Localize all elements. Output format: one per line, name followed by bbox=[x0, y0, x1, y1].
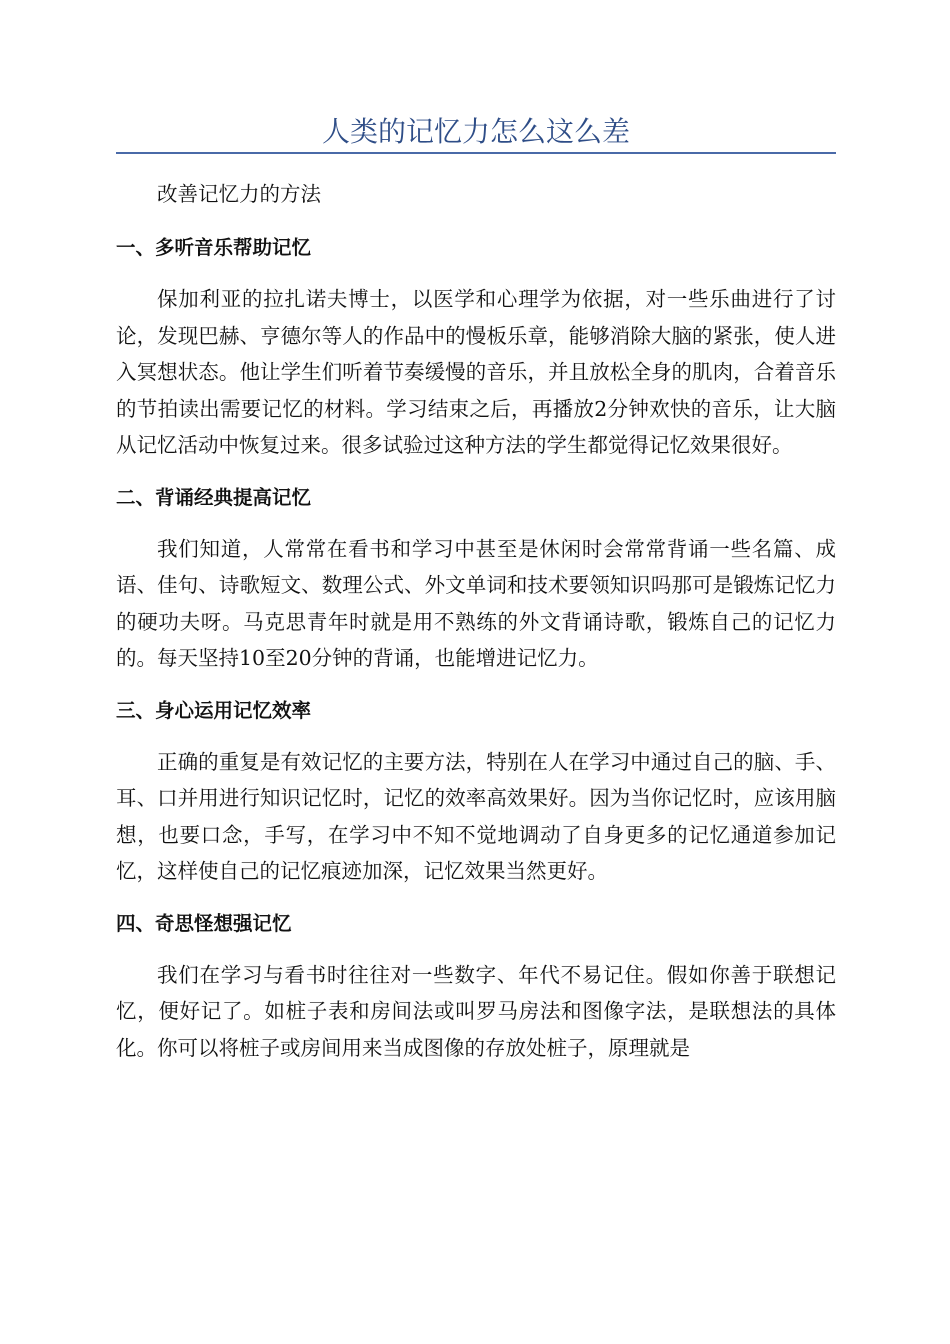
section-paragraph: 我们在学习与看书时往往对一些数字、年代不易记住。假如你善于联想记忆，便好记了。如桩子表和房间法或叫罗马房法和图像字法，是联想法的具体化。你可以将桩子或房间用来当成图像的存放处桩子，原理就是 bbox=[116, 962, 836, 1060]
section-heading: 四、奇思怪想强记忆 bbox=[116, 911, 292, 935]
section-paragraph: 我们知道，人常常在看书和学习中甚至是休闲时会常常背诵一些名篇、成语、佳句、诗歌短文、数理公式、外文单词和技术要领知识吗那可是锻炼记忆力的硬功夫呀。马克思青年时就是用不熟练的外文背诵诗歌，锻炼自己的记忆力的。每天坚持10至20分钟的背诵，也能增进记忆力。 bbox=[116, 536, 836, 670]
document-body bbox=[116, 176, 836, 1082]
section-paragraph: 保加利亚的拉扎诺夫博士，以医学和心理学为依据，对一些乐曲进行了讨论，发现巴赫、亨德尔等人的作品中的慢板乐章，能够消除大脑的紧张，使人进入冥想状态。他让学生们听着节奏缓慢的音乐，并且放松全身的肌肉，合着音乐的节拍读出需要记忆的材料。学习结束之后，再播放2分钟欢快的音乐，让大脑从记忆活动中恢复过来。很多试验过这种方法的学生都觉得记忆效果很好。 bbox=[116, 287, 836, 457]
section-paragraph: 正确的重复是有效记忆的主要方法，特别在人在学习中通过自己的脑、手、耳、口并用进行知识记忆时，记忆的效率高效果好。因为当你记忆时，应该用脑想，也要口念，手写，在学习中不知不觉地调动了自身更多的记忆通道参加记忆，这样使自己的记忆痕迹加深，记忆效果当然更好。 bbox=[116, 749, 836, 883]
section-heading: 三、身心运用记忆效率 bbox=[116, 698, 312, 722]
document-title: 人类的记忆力怎么这么差 bbox=[321, 115, 630, 148]
title-underline bbox=[116, 152, 836, 154]
section-heading: 一、多听音乐帮助记忆 bbox=[116, 236, 312, 259]
section-heading: 二、背诵经典提高记忆 bbox=[116, 485, 312, 509]
section-body-mind bbox=[116, 693, 836, 890]
section-recitation bbox=[116, 480, 836, 677]
section-music bbox=[116, 230, 836, 464]
section-association bbox=[116, 906, 836, 1067]
intro-text: 改善记忆力的方法 bbox=[157, 182, 321, 206]
